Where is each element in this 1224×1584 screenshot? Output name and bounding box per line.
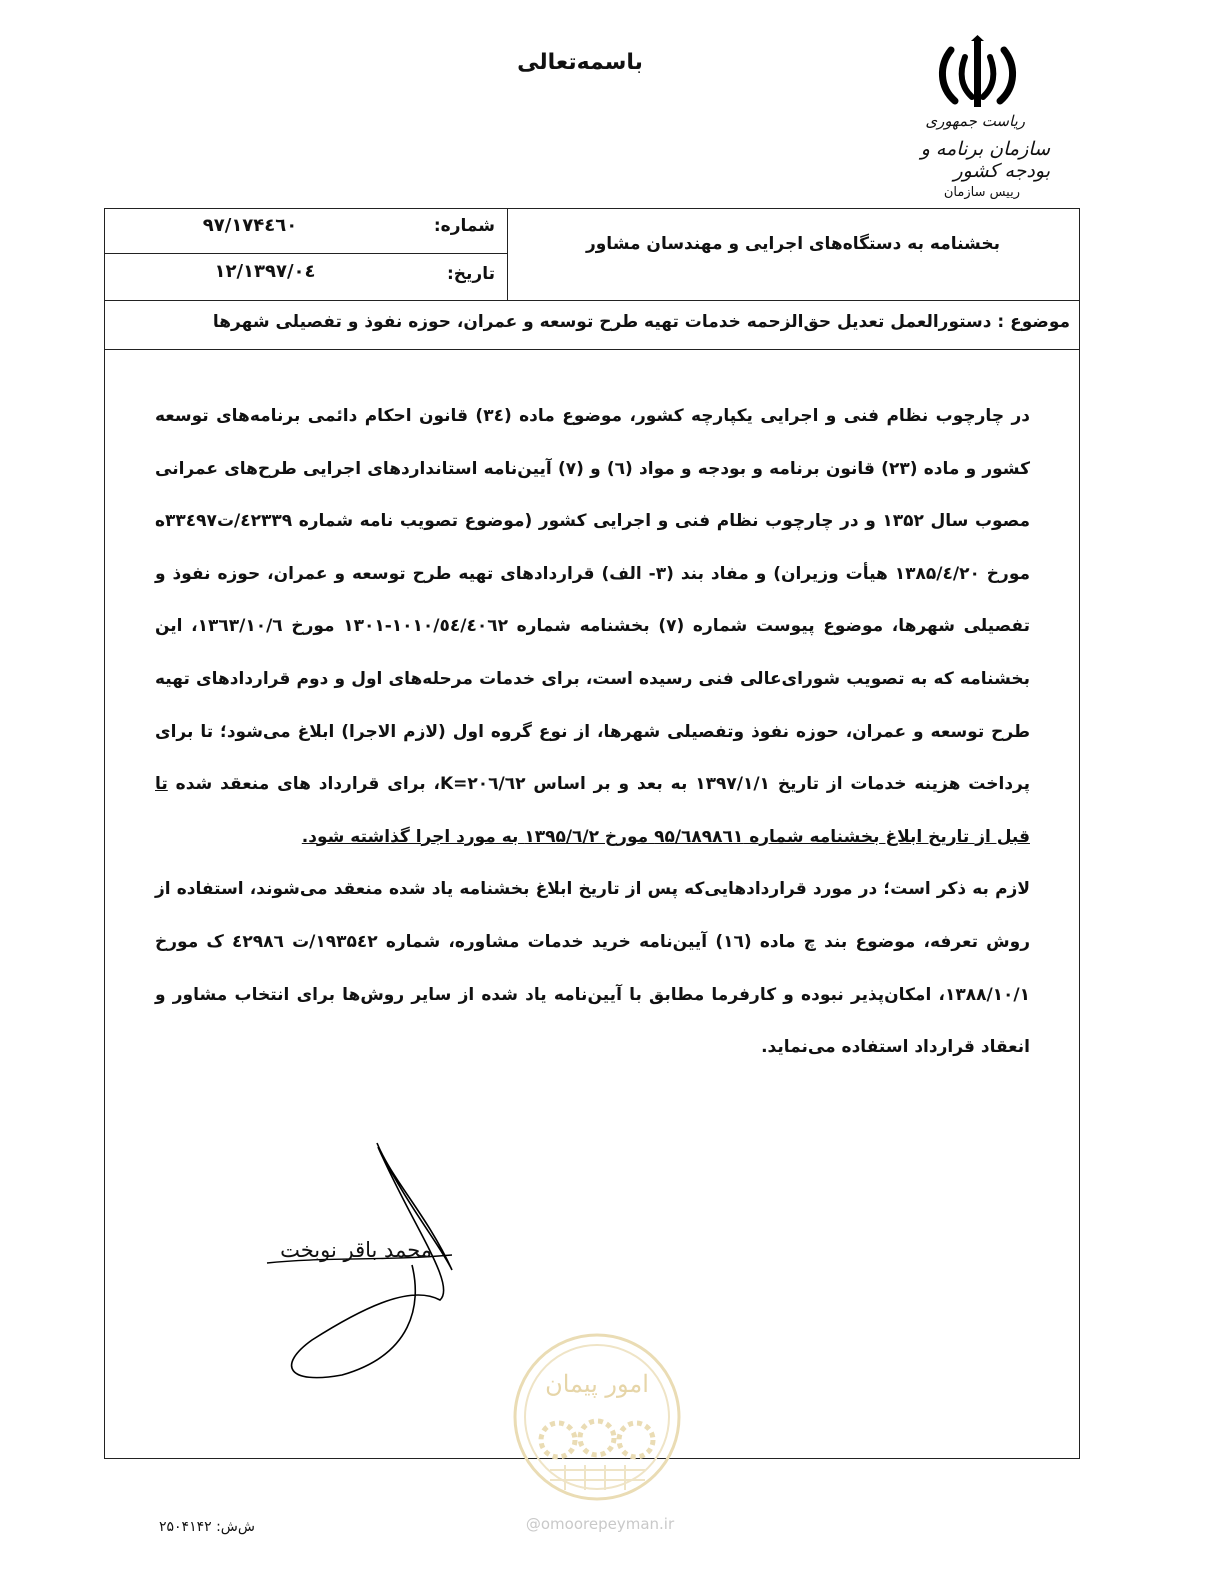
body-text: در چارچوب نظام فنی و اجرایی یکپارچه کشور، موضوع ماده (۳٤) قانون احکام دائمی برنامه‌های توسعه کشور و ماده (۲۳) قانون برنامه و بودجه و مواد (٦) و (۷) آیین‌نامه استانداردهای اجرایی طرح‌های عمرانی مصوب سال ۱۳۵۲ و در چارچوب نظام فنی و اجرایی کشور (موضوع تصویب نامه شماره ٤۲۳۳۹/ت۳۳٤۹۷ه مورخ ۱۳۸۵/٤/۲۰ هیأت وزیران) و مفاد بند (۳- الف) قراردادهای تهیه طرح توسعه و عمران، حوزه نفوذ و تفصیلی شهرها، موضوع پیوست شماره (۷) بخشنامه شماره ۱۰۱۰/٥٤/٤٠٦۲-۱۳۰۱ مورخ ۱۳٦۳/۱۰/٦، این بخشنامه که به تصویب شورای‌عالی فنی رسیده است، برای خدمات مرحله‌های اول و دوم قراردادهای تهیه طرح توسعه و عمران، حوزه نفوذ وتفصیلی شهرها، از نوع گروه اول (لازم الاجرا) ابلاغ می‌شود؛ تا برای پرداخت هزینه خدمات از تاریخ ۱۳۹۷/۱/۱ به بعد و بر اساس K=۲۰٦/٦۲، برای قرارداد های منعقد شده	[155, 406, 1031, 795]
table-divider	[104, 349, 1080, 350]
letter-body	[155, 390, 1030, 1074]
iran-emblem-icon	[935, 35, 1020, 115]
date-value: ۱۳۹۷/۰٤/۱۲	[214, 261, 316, 282]
subject-line: موضوع : دستورالعمل تعدیل حق‌الزحمه خدمات تهیه طرح توسعه و عمران، حوزه نفوذ و تفصیلی شهرها	[212, 312, 1070, 332]
watermark-url: @omoorepeyman.ir	[525, 1515, 675, 1533]
org-line-head: رییس سازمان	[943, 185, 1020, 200]
number-label: شماره:	[433, 216, 495, 236]
watermark-logo	[510, 1330, 685, 1505]
table-divider	[104, 253, 507, 254]
table-divider	[104, 300, 1080, 301]
table-divider	[507, 208, 508, 300]
basmeh-heading: باسمه‌تعالی	[517, 50, 643, 75]
body-paragraph	[155, 390, 1030, 863]
org-line-organization: سازمان برنامه و بودجه کشور	[920, 138, 1050, 182]
number-value: ۹۷/۱۷۴٤٦۰	[202, 215, 298, 236]
reference-code: ش‌ش: ۲۵۰۴۱۴۲	[159, 1519, 255, 1535]
watermark-logo-text: امور پیمان	[545, 1370, 649, 1398]
date-label: تاریخ:	[447, 264, 495, 284]
signer-name: محمد باقر نوبخت	[280, 1238, 432, 1262]
body-paragraph: لازم به ذکر است؛ در مورد قراردادهایی‌که پس از تاریخ ابلاغ بخشنامه یاد شده منعقد می‌شوند، استفاده از روش تعرفه، موضوع بند چ ماده (۱٦) آیین‌نامه خرید خدمات مشاوره، شماره ۱۹۳۵٤۲/ت ٤۲۹۸٦ ک مورخ ۱۳۸۸/۱۰/۱، امکان‌پذیر نبوده و کارفرما مطابق با آیین‌نامه یاد شده از سایر روش‌ها برای انتخاب مشاور و انعقاد قرارداد استفاده می‌نماید.	[155, 879, 1030, 1058]
org-line-presidency: ریاست جمهوری	[925, 112, 1025, 130]
addressee: بخشنامه به دستگاه‌های اجرایی و مهندسان مشاور	[585, 234, 1000, 254]
underlined-text: تا قبل از تاریخ ابلاغ بخشنامه شماره ۹۵/٦۸۹۸٦۱ مورخ ۱۳۹۵/٦/۲ به مورد اجرا گذاشته شود.	[155, 774, 1030, 847]
